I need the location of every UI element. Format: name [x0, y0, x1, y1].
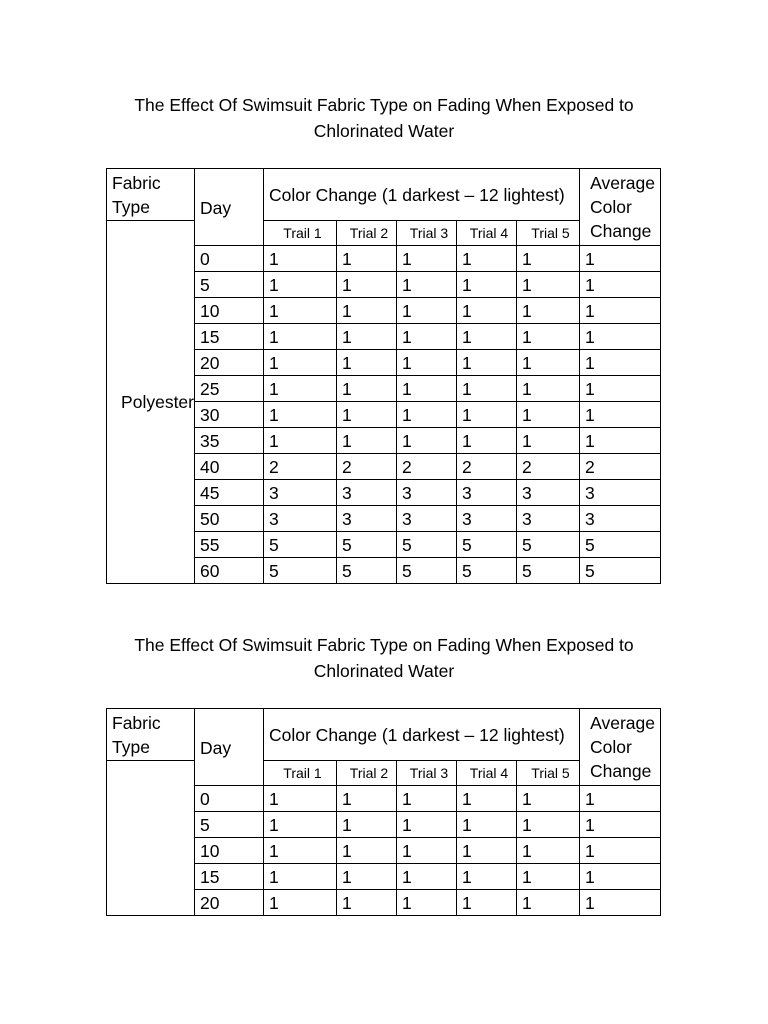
trial-value-cell: 1: [337, 428, 397, 454]
day-cell: 20: [195, 890, 264, 916]
day-cell: 10: [195, 838, 264, 864]
average-cell: 1: [580, 428, 661, 454]
trial-value-cell: 3: [337, 506, 397, 532]
fabric-header-line: Fabric: [112, 172, 161, 193]
trial-header: Trial 5: [517, 761, 580, 786]
trial-value-cell: 1: [397, 838, 457, 864]
day-cell: 40: [195, 454, 264, 480]
trial-value-cell: 5: [517, 558, 580, 584]
trial-value-cell: 1: [397, 376, 457, 402]
trial-value-cell: 1: [397, 864, 457, 890]
average-cell: 3: [580, 506, 661, 532]
average-color-change-header: [580, 169, 661, 246]
trial-value-cell: 1: [337, 376, 397, 402]
trial-header-row: [107, 221, 661, 246]
trial-value-cell: 1: [517, 838, 580, 864]
trial-value-cell: 1: [457, 812, 517, 838]
trial-header: Trail 1: [264, 221, 337, 246]
table-title-1: [0, 92, 768, 144]
trial-value-cell: 1: [264, 402, 337, 428]
average-header-line: Change: [590, 761, 652, 781]
trial-value-cell: 1: [397, 890, 457, 916]
fabric-type-cell: Polyester: [107, 221, 195, 584]
trial-value-cell: 3: [397, 480, 457, 506]
trial-header: Trial 4: [457, 761, 517, 786]
trial-value-cell: 5: [457, 532, 517, 558]
trial-value-cell: 1: [397, 298, 457, 324]
header-row: [107, 709, 661, 761]
trial-value-cell: 1: [337, 272, 397, 298]
trial-value-cell: 1: [337, 838, 397, 864]
average-cell: 1: [580, 812, 661, 838]
fading-table: [106, 168, 661, 584]
trial-value-cell: 1: [517, 324, 580, 350]
average-cell: 1: [580, 350, 661, 376]
trial-value-cell: 5: [397, 558, 457, 584]
trial-value-cell: 3: [397, 506, 457, 532]
trial-value-cell: 1: [457, 428, 517, 454]
trial-value-cell: 1: [517, 864, 580, 890]
trial-value-cell: 2: [457, 454, 517, 480]
day-cell: 5: [195, 812, 264, 838]
trial-header: Trail 1: [264, 761, 337, 786]
trial-value-cell: 1: [397, 350, 457, 376]
trial-value-cell: 1: [264, 812, 337, 838]
average-header-line: Change: [590, 221, 652, 241]
trial-value-cell: 1: [517, 272, 580, 298]
trial-header-row: [107, 761, 661, 786]
trial-header: Trial 5: [517, 221, 580, 246]
table-title-2: [0, 632, 768, 684]
trial-value-cell: 1: [517, 812, 580, 838]
trial-value-cell: 1: [517, 402, 580, 428]
average-cell: 1: [580, 864, 661, 890]
average-cell: 1: [580, 786, 661, 812]
trial-value-cell: 1: [457, 376, 517, 402]
trial-value-cell: 1: [457, 786, 517, 812]
trial-value-cell: 3: [264, 480, 337, 506]
day-cell: 50: [195, 506, 264, 532]
fabric-header-line: Fabric: [112, 712, 161, 733]
trial-value-cell: 1: [264, 272, 337, 298]
trial-value-cell: 1: [264, 350, 337, 376]
fabric-type-cell: [107, 761, 195, 916]
trial-value-cell: 1: [337, 350, 397, 376]
title-line-1: The Effect Of Swimsuit Fabric Type on Fading When Exposed to: [134, 95, 634, 115]
day-cell: 25: [195, 376, 264, 402]
trial-header: Trial 2: [337, 761, 397, 786]
trial-value-cell: 2: [264, 454, 337, 480]
trial-value-cell: 1: [457, 864, 517, 890]
day-cell: 10: [195, 298, 264, 324]
average-cell: 1: [580, 838, 661, 864]
day-cell: 30: [195, 402, 264, 428]
average-color-change-header: [580, 709, 661, 786]
day-cell: 15: [195, 864, 264, 890]
trial-value-cell: 2: [517, 454, 580, 480]
average-cell: 2: [580, 454, 661, 480]
trial-value-cell: 1: [337, 890, 397, 916]
trial-value-cell: 1: [517, 298, 580, 324]
trial-value-cell: 1: [264, 890, 337, 916]
average-cell: 3: [580, 480, 661, 506]
trial-value-cell: 1: [337, 402, 397, 428]
day-cell: 0: [195, 246, 264, 272]
trial-value-cell: 3: [337, 480, 397, 506]
trial-value-cell: 1: [457, 324, 517, 350]
average-header-line: Average: [590, 173, 655, 193]
average-cell: 1: [580, 402, 661, 428]
trial-value-cell: 5: [457, 558, 517, 584]
trial-value-cell: 1: [457, 298, 517, 324]
trial-value-cell: 3: [264, 506, 337, 532]
trial-value-cell: 1: [337, 786, 397, 812]
trial-value-cell: 1: [264, 246, 337, 272]
color-change-header: Color Change (1 darkest – 12 lightest): [264, 709, 580, 761]
day-cell: 0: [195, 786, 264, 812]
day-cell: 45: [195, 480, 264, 506]
trial-value-cell: 1: [337, 324, 397, 350]
trial-value-cell: 1: [457, 402, 517, 428]
average-cell: 1: [580, 890, 661, 916]
average-header-line: Color: [590, 737, 632, 757]
average-cell: 1: [580, 246, 661, 272]
trial-value-cell: 1: [337, 864, 397, 890]
trial-value-cell: 5: [264, 532, 337, 558]
average-cell: 1: [580, 376, 661, 402]
trial-value-cell: 5: [337, 558, 397, 584]
title-line-2: Chlorinated Water: [313, 661, 455, 681]
fabric-header-line: Type: [112, 736, 150, 757]
trial-value-cell: 1: [337, 246, 397, 272]
trial-value-cell: 1: [264, 864, 337, 890]
average-cell: 1: [580, 272, 661, 298]
average-header-line: Color: [590, 197, 632, 217]
title-line-2: Chlorinated Water: [313, 121, 455, 141]
trial-value-cell: 1: [397, 428, 457, 454]
average-cell: 5: [580, 558, 661, 584]
trial-value-cell: 2: [337, 454, 397, 480]
trial-value-cell: 1: [337, 812, 397, 838]
trial-value-cell: 5: [397, 532, 457, 558]
trial-value-cell: 1: [264, 786, 337, 812]
trial-value-cell: 1: [457, 350, 517, 376]
trial-value-cell: 1: [264, 376, 337, 402]
average-header-line: Average: [590, 713, 655, 733]
trial-value-cell: 1: [457, 838, 517, 864]
trial-value-cell: 1: [517, 890, 580, 916]
trial-value-cell: 1: [264, 838, 337, 864]
day-cell: 15: [195, 324, 264, 350]
trial-value-cell: 1: [397, 272, 457, 298]
trial-value-cell: 1: [264, 298, 337, 324]
trial-value-cell: 3: [517, 506, 580, 532]
trial-value-cell: 3: [457, 480, 517, 506]
trial-value-cell: 3: [457, 506, 517, 532]
trial-header: Trial 3: [397, 221, 457, 246]
color-change-header: Color Change (1 darkest – 12 lightest): [264, 169, 580, 221]
trial-value-cell: 1: [517, 376, 580, 402]
average-cell: 5: [580, 532, 661, 558]
fabric-type-header: [107, 169, 195, 221]
trial-value-cell: 1: [264, 428, 337, 454]
trial-header: Trial 4: [457, 221, 517, 246]
trial-value-cell: 1: [397, 246, 457, 272]
trial-value-cell: 1: [397, 402, 457, 428]
trial-value-cell: 1: [517, 246, 580, 272]
fabric-header-line: Type: [112, 196, 150, 217]
title-line-1: The Effect Of Swimsuit Fabric Type on Fading When Exposed to: [134, 635, 634, 655]
trial-value-cell: 1: [397, 812, 457, 838]
day-cell: 35: [195, 428, 264, 454]
trial-value-cell: 1: [517, 350, 580, 376]
trial-value-cell: 1: [457, 890, 517, 916]
trial-value-cell: 1: [457, 246, 517, 272]
trial-value-cell: 5: [337, 532, 397, 558]
day-cell: 60: [195, 558, 264, 584]
trial-value-cell: 5: [264, 558, 337, 584]
day-cell: 20: [195, 350, 264, 376]
day-header: Day: [195, 709, 264, 786]
day-cell: 5: [195, 272, 264, 298]
trial-value-cell: 1: [397, 786, 457, 812]
day-cell: 55: [195, 532, 264, 558]
average-cell: 1: [580, 324, 661, 350]
fading-table: [106, 708, 661, 916]
trial-value-cell: 1: [264, 324, 337, 350]
trial-header: Trial 2: [337, 221, 397, 246]
header-row: [107, 169, 661, 221]
trial-header: Trial 3: [397, 761, 457, 786]
trial-value-cell: 3: [517, 480, 580, 506]
trial-value-cell: 1: [517, 786, 580, 812]
trial-value-cell: 1: [517, 428, 580, 454]
trial-value-cell: 5: [517, 532, 580, 558]
trial-value-cell: 1: [397, 324, 457, 350]
trial-value-cell: 1: [457, 272, 517, 298]
trial-value-cell: 2: [397, 454, 457, 480]
average-cell: 1: [580, 298, 661, 324]
fabric-type-header: [107, 709, 195, 761]
day-header: Day: [195, 169, 264, 246]
trial-value-cell: 1: [337, 298, 397, 324]
